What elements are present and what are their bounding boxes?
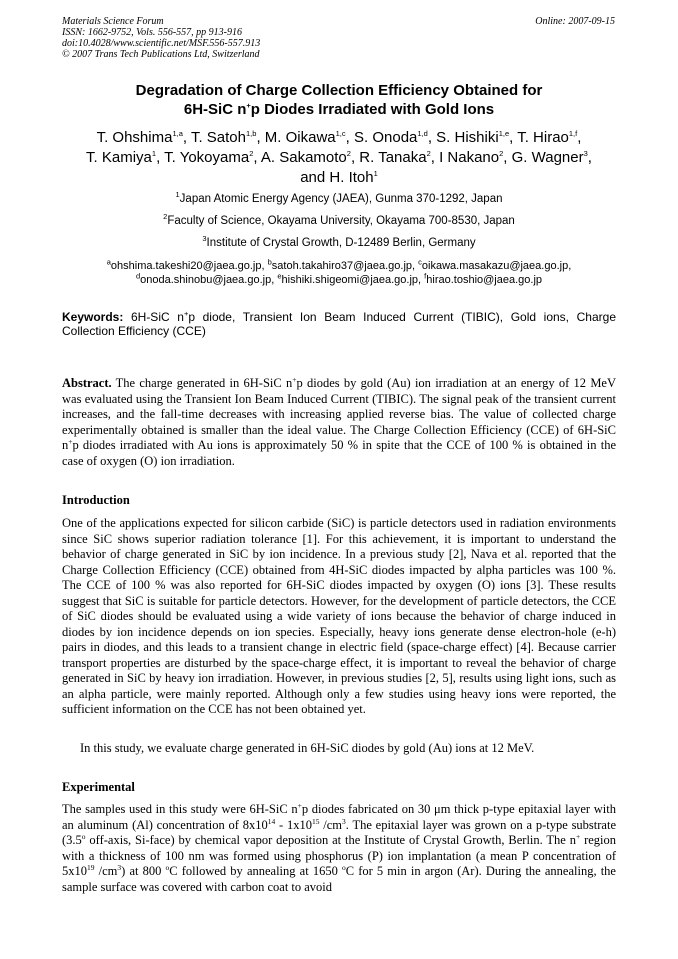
paper-title [62,81,616,119]
author: T. Hirao$^{1,f}$, [517,129,582,146]
email-line-2: $^d$onoda.shinobu@jaea.go.jp, $^e$hishiki.shigeomi@jaea.go.jp, $^f$hirao.toshio@jaea.go.jp [135,271,543,286]
author: M. Oikawa$^{1,c}$, [264,129,354,146]
email-link[interactable]: $^e$hishiki.shigeomi@jaea.go.jp [277,271,419,286]
section-heading-experimental: Experimental [62,780,135,794]
author-line-1 [62,128,616,148]
email-list [62,259,616,287]
journal-name: Materials Science Forum [62,16,164,27]
abstract-label: Abstract. [62,376,112,390]
keywords: Keywords: 6H-SiC n+p diode, Transient Ion Beam Induced Current (TIBIC), Gold ions, Charge Collection Efficiency (CCE) [62,309,616,338]
keywords-label: Keywords: [62,310,124,324]
author: R. Tanaka$^2$, [359,149,440,166]
email-link[interactable]: $^c$oikawa.masakazu@jaea.go.jp [418,257,569,272]
author-list [62,128,616,188]
author-line-2 [62,148,616,168]
affiliation-2: $^2$Faculty of Science, Okayama University, Okayama 700-8530, Japan [163,212,515,227]
email-link[interactable]: $^b$satoh.takahiro37@jaea.go.jp [267,257,413,272]
author: G. Wagner$^3$, [511,149,592,166]
introduction-paragraph-2: In this study, we evaluate charge generated in 6H-SiC diodes by gold (Au) ions at 12 MeV. [80,741,535,755]
affiliation-3: $^3$Institute of Crystal Growth, D-12489 Berlin, Germany [202,234,476,249]
experimental-paragraph: The samples used in this study were 6H-SiC n+p diodes fabricated on 30 μm thick p-type epitaxial layer with an aluminum (Al) concentration of $8x10^{14} - 1x10^{15}$ $/cm^3$. The epitaxial layer was grown on a p-type substrate (3.5$^o$ off-axis, Si-face) by chemical vapor deposition at the Institute of Crystal Growth, Berlin. The n+ region with a thickness of 100 nm was formed using phosphorus (P) ion implantation (a mean P concentration of $5x10^{19}$ $/cm^3$) at 800 $^o$C followed by annealing at 1650 $^o$C for 5 min in argon (Ar). During the annealing, the sample surface was covered with carbon coat to avoid [62,800,617,894]
journal-doi[interactable]: doi:10.4028/www.scientific.net/MSF.556-557.913 [62,38,261,49]
title-line-1: Degradation of Charge Collection Efficiency Obtained for [135,82,543,99]
author: T. Yokoyama$^2$, [164,149,261,166]
email-link[interactable]: $^d$onoda.shinobu@jaea.go.jp [135,271,272,286]
title-line-2: 6H-SiC n+p Diodes Irradiated with Gold Ions [183,101,495,118]
author: A. Sakamoto$^2$, [260,149,360,166]
affiliation-1: $^1$Japan Atomic Energy Agency (JAEA), Gunma 370-1292, Japan [175,190,503,205]
author-line-3 [62,168,616,188]
journal-copyright: © 2007 Trans Tech Publications Ltd, Switzerland [62,49,260,60]
online-date: Online: 2007-09-15 [535,16,615,27]
email-link[interactable]: $^a$ohshima.takeshi20@jaea.go.jp [106,257,262,272]
section-heading-introduction: Introduction [62,493,130,507]
author: S. Hishiki$^{1,e}$, [436,129,518,146]
author: S. Onoda$^{1,d}$, [354,129,437,146]
email-line-1: $^a$ohshima.takeshi20@jaea.go.jp, $^b$satoh.takahiro37@jaea.go.jp, $^c$oikawa.masakazu@jaea.go.jp, [106,257,572,272]
author: and H. Itoh$^1$ [300,169,378,186]
journal-issn: ISSN: 1662-9752, Vols. 556-557, pp 913-916 [62,27,242,38]
author: T. Ohshima$^{1,a}$, [96,129,191,146]
introduction-paragraph-1: One of the applications expected for silicon carbide (SiC) is particle detectors used in radiation environments since SiC shows superior radiation tolerance [1]. For this achievement, it is important to understand the behavior of charge generated in SiC by ion incidence. In a previous study [2], Nava et al. reported that the Charge Collection Efficiency (CCE) obtained from 4H-SiC diodes impacted by alpha particles was 100 %. The CCE of 100 % was also reported for 6H-SiC diodes impacted by oxygen (O) ions [3]. These results suggest that SiC is suitable for particle detectors. However, for the development of particle detectors, the CCE of SiC diodes should be evaluated using a wide variety of ions because the behavior of charge induced in diodes by ion incidence depends on ion species. Especially, heavy ions generate dense electron-hole (e-h) pairs in diodes, and this leads to a transient change in electric field (space-charge effect) [4]. Because carrier transport properties are disturbed by the space-charge effect, it is important to reveal the behavior of charge generated in SiC by heavy ion irradiation. However, in previous studies [2, 5], results using light ions, such as an alpha particle, were mainly reported. Although only a few studies using heavy ions were reported, the sufficient information on the CCE has not been obtained yet. [62,516,616,716]
abstract: Abstract. The charge generated in 6H-SiC n+p diodes by gold (Au) ion irradiation at an energy of 12 MeV was evaluated using the Transient Ion Beam Induced Current (TIBIC). The signal peak of the transient current increases, and the fall-time decreases with increasing applied reverse bias. The value of collected charge experimentally obtained is smaller than the ideal value. The Charge Collection Efficiency (CCE) of 6H-SiC n+p diodes irradiated with Au ions is approximately 50 % in spite that the CCE of 100 % is obtained in the case of oxygen (O) ion irradiation. [62,374,617,468]
author: I Nakano$^2$, [439,149,512,166]
email-link[interactable]: $^f$hirao.toshio@jaea.go.jp [424,271,543,286]
journal-header [62,16,260,60]
author: T. Kamiya$^1$, [86,149,165,166]
author: T. Satoh$^{1,b}$, [190,129,265,146]
